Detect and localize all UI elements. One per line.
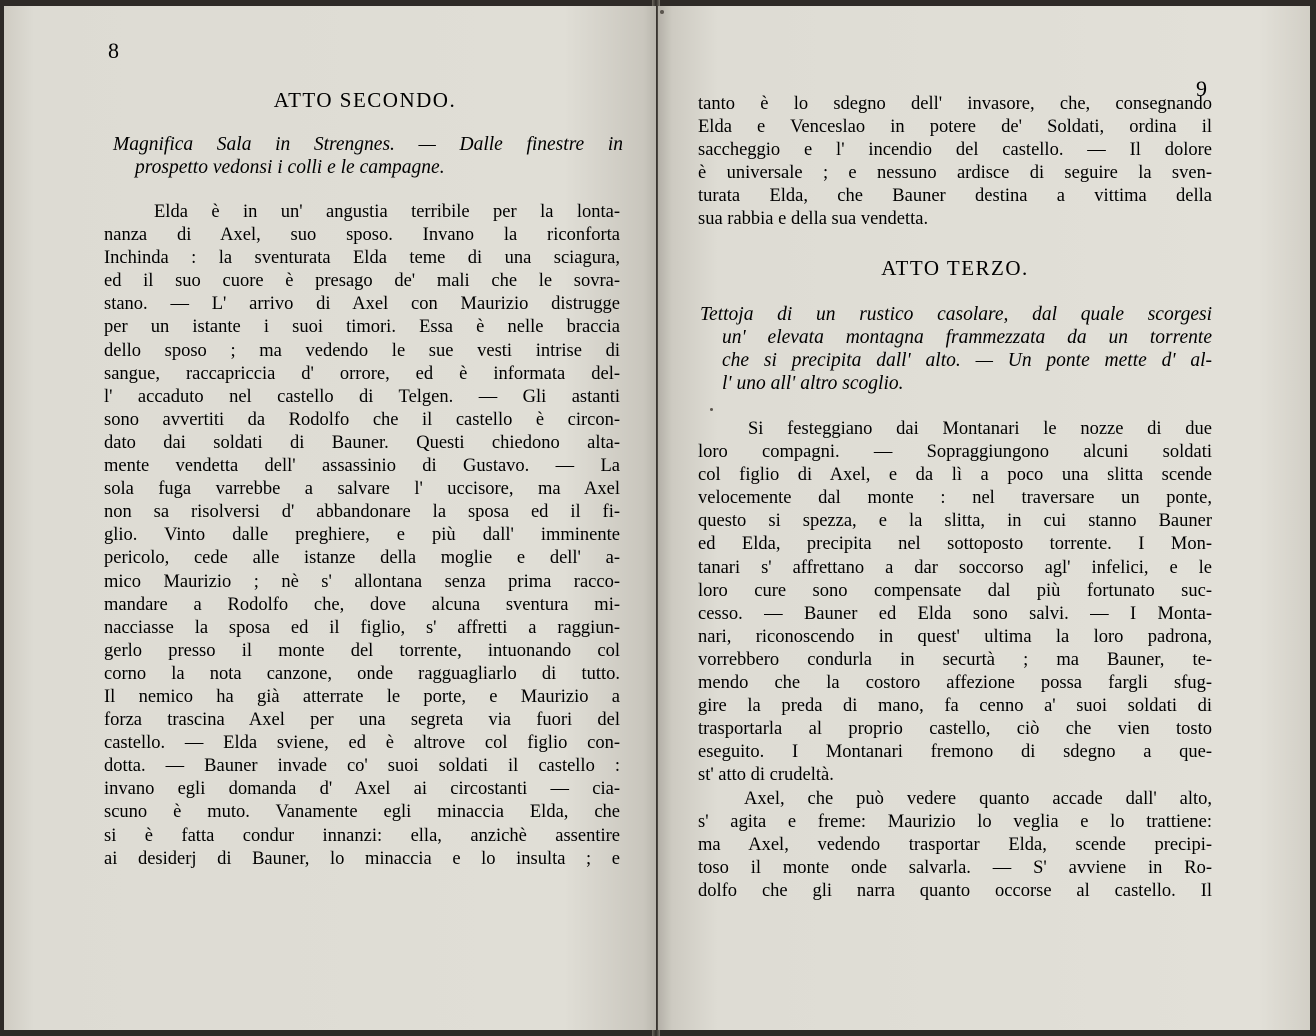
- text-line: dato dai soldati di Bauner. Questi chiedono alta-: [104, 432, 620, 453]
- text-line: Il nemico ha già atterrate le porte, e Maurizio a: [104, 686, 620, 707]
- text-line: Axel, che può vedere quanto accade dall' alto,: [744, 788, 1212, 809]
- text-line: col figlio di Axel, e da lì a poco una slitta scende: [698, 465, 1212, 486]
- text-line: non sa risolversi d' abbandonare la sposa ed il fi-: [104, 502, 620, 523]
- text-line: mico Maurizio ; nè s' allontana senza prima racco-: [104, 571, 620, 592]
- text-line: vorrebbero condurla in securtà ; ma Bauner, te-: [698, 649, 1212, 670]
- act-two-synopsis-continued: [698, 93, 1212, 232]
- text-line: nanza di Axel, suo sposo. Invano la riconforta: [104, 225, 620, 246]
- text-line: Elda e Venceslao in potere de' Soldati, ordina il: [698, 117, 1212, 138]
- text-line: sono avvertiti da Rodolfo che il castello è circon-: [104, 409, 620, 430]
- act-two-scene-description: [113, 133, 623, 179]
- text-line: sola fuga varrebbe a salvare l' uccisore, ma Axel: [104, 479, 620, 500]
- text-line: velocemente dal monte : nel traversare un ponte,: [698, 488, 1212, 509]
- text-line: dotta. — Bauner invade co' suoi soldati il castello :: [104, 756, 620, 777]
- text-line: tanari s' affrettano a dar soccorso agl' infelici, e le: [698, 557, 1212, 578]
- text-line: è universale ; e nessuno ardisce di seguire la sven-: [698, 163, 1212, 184]
- text-line: sangue, raccapriccia d' orrore, ed è informata del-: [104, 363, 620, 384]
- text-line: gire la preda di mano, fa cenno a' suoi soldati di: [698, 696, 1212, 717]
- text-line: gerlo presso il monte del torrente, intuonando col: [104, 640, 620, 661]
- text-line: trasportarla al proprio castello, ciò che vien tosto: [698, 719, 1212, 740]
- text-line: forza trascina Axel per una segreta via fuori del: [104, 710, 620, 731]
- text-line: dello sposo ; ma vedendo le sue vesti intrise di: [104, 340, 620, 361]
- scene-line: l' uno all' altro scoglio.: [722, 373, 904, 394]
- text-line: ma Axel, vedendo trasportar Elda, scende precipi-: [698, 834, 1212, 855]
- text-line: scuno è muto. Vanamente egli minaccia Elda, che: [104, 802, 620, 823]
- text-line: ed il suo cuore è presago de' mali che le sovra-: [104, 271, 620, 292]
- text-line: cesso. — Bauner ed Elda sono salvi. — I Monta-: [698, 603, 1212, 624]
- text-line: saccheggio e l' incendio del castello. — Il dolore: [698, 140, 1212, 161]
- act-three-scene-description: [700, 303, 1212, 395]
- act-three-heading: ATTO TERZO.: [881, 256, 1029, 280]
- text-line: dolfo che gli narra quanto occorse al castello. Il: [698, 880, 1212, 901]
- text-line: glio. Vinto dalle preghiere, e più dall' imminente: [104, 525, 620, 546]
- text-line: invano egli domanda d' Axel ai circostanti — cia-: [104, 779, 620, 800]
- text-line: pericolo, cede alle istanze della moglie e dell' a-: [104, 548, 620, 569]
- text-line: toso il monte onde salvarla. — S' avviene in Ro-: [698, 857, 1212, 878]
- text-line: mente vendetta dell' assassinio di Gustavo. — La: [104, 456, 620, 477]
- scene-line: prospetto vedonsi i colli e le campagne.: [135, 157, 445, 178]
- scene-line: Tettoja di un rustico casolare, dal quale scorgesi: [700, 304, 1212, 325]
- text-line: st' atto di crudeltà.: [698, 765, 834, 786]
- text-line: eseguito. I Montanari fremono di sdegno a que-: [698, 742, 1212, 763]
- act-two-synopsis: [104, 201, 620, 871]
- text-line: turata Elda, che Bauner destina a vittima della: [698, 186, 1212, 207]
- text-line: castello. — Elda sviene, ed è altrove col figlio con-: [104, 733, 620, 754]
- scene-line: un' elevata montagna frammezzata da un torrente: [722, 327, 1212, 348]
- text-line: tanto è lo sdegno dell' invasore, che, consegnando: [698, 94, 1212, 114]
- text-line: loro cure sono compensate dal più fortunato suc-: [698, 580, 1212, 601]
- act-two-heading: ATTO SECONDO.: [273, 88, 457, 112]
- paper-spot: [660, 10, 664, 14]
- text-line: s' agita e freme: Maurizio lo veglia e lo trattiene:: [698, 811, 1212, 832]
- text-line: ed Elda, precipita nel sottoposto torrente. I Mon-: [698, 534, 1212, 555]
- page-number-right: 9: [1196, 76, 1207, 101]
- scene-line: Magnifica Sala in Strengnes. — Dalle finestre in: [113, 134, 623, 155]
- scene-line: che si precipita dall' alto. — Un ponte mette d' al-: [722, 350, 1212, 371]
- text-line: nacciasse la sposa ed il figlio, s' affretti a raggiun-: [104, 617, 620, 638]
- text-line: Elda è in un' angustia terribile per la lonta-: [154, 202, 620, 222]
- text-line: stano. — L' arrivo di Axel con Maurizio distrugge: [104, 294, 620, 315]
- text-line: mandare a Rodolfo che, dove alcuna sventura mi-: [104, 594, 620, 615]
- text-line: ai desiderj di Bauner, lo minaccia e lo insulta ; e: [104, 848, 620, 869]
- text-line: Si festeggiano dai Montanari le nozze di due: [748, 419, 1212, 439]
- act-three-synopsis: [698, 418, 1212, 903]
- text-line: per un istante i suoi timori. Essa è nelle braccia: [104, 317, 620, 338]
- page-number-left: 8: [108, 38, 119, 63]
- text-line: loro compagni. — Sopraggiungono alcuni soldati: [698, 442, 1212, 463]
- text-line: l' accaduto nel castello di Telgen. — Gli astanti: [104, 386, 620, 407]
- text-line: nari, riconoscendo in quest' ultima la loro padrona,: [698, 626, 1212, 647]
- text-line: questo si spezza, e la slitta, in cui stanno Bauner: [698, 511, 1212, 532]
- text-line: Inchinda : la sventurata Elda teme di una sciagura,: [104, 248, 620, 269]
- text-line: mendo che la costoro affezione possa fargli sfug-: [698, 673, 1212, 694]
- text-line: si è fatta condur innanzi: ella, anzichè assentire: [104, 825, 620, 846]
- text-line: corno la nota canzone, onde ragguagliarlo di tutto.: [104, 663, 620, 684]
- paper-spot: [710, 408, 713, 411]
- text-line: sua rabbia e della sua vendetta.: [698, 209, 929, 230]
